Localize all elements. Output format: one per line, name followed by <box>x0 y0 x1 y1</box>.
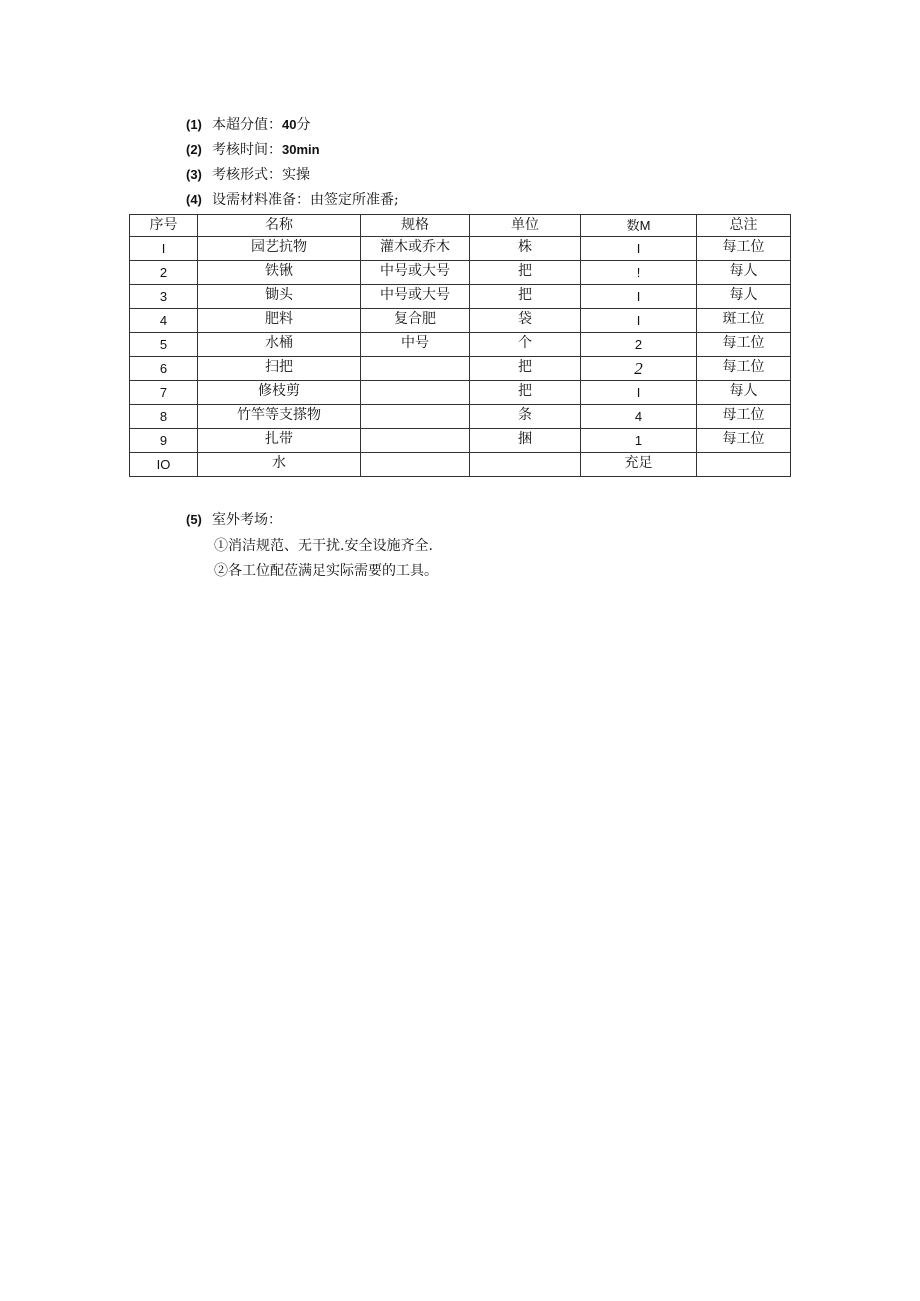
cell-spec: 中号或大号 <box>361 261 470 285</box>
table-row <box>130 333 791 357</box>
cell-name: 园艺抗物 <box>198 237 361 261</box>
cell-unit: 捆 <box>470 429 581 453</box>
cell-quantity: I <box>581 237 697 261</box>
cell-remark: 每工位 <box>697 357 791 381</box>
cell-name: 铁锹 <box>198 261 361 285</box>
item-number: (3) <box>186 167 202 182</box>
cell-index: 8 <box>130 405 198 429</box>
header-cell-quantity: 数M <box>581 215 697 237</box>
materials-table <box>129 214 791 477</box>
item-number: (2) <box>186 142 202 157</box>
table-row <box>130 405 791 429</box>
header-cell-spec: 规格 <box>361 215 470 237</box>
cell-quantity: I <box>581 381 697 405</box>
item-outdoor-venue <box>186 509 282 531</box>
cell-name: 水 <box>198 453 361 477</box>
table-row <box>130 357 791 381</box>
cell-unit: 株 <box>470 237 581 261</box>
table-row <box>130 285 791 309</box>
cell-remark: 每人 <box>697 285 791 309</box>
cell-unit: 把 <box>470 357 581 381</box>
table-row <box>130 381 791 405</box>
item-suffix: 实操 <box>282 167 310 183</box>
item-score <box>186 114 310 136</box>
header-cell-remark: 总注 <box>697 215 791 237</box>
cell-index: 5 <box>130 333 198 357</box>
item-label: 考核时间： <box>212 142 282 158</box>
cell-index: 4 <box>130 309 198 333</box>
item-value: 30min <box>282 142 320 157</box>
cell-quantity: 1 <box>581 429 697 453</box>
cell-quantity: 2 <box>581 333 697 357</box>
cell-unit: 条 <box>470 405 581 429</box>
cell-spec <box>361 381 470 405</box>
cell-unit: 把 <box>470 285 581 309</box>
item-suffix: 分 <box>296 117 311 133</box>
cell-spec <box>361 453 470 477</box>
cell-quantity: ! <box>581 261 697 285</box>
cell-remark: 每人 <box>697 261 791 285</box>
item-label: 考核形式： <box>212 167 282 183</box>
item-number: (4) <box>186 192 202 207</box>
cell-index: I <box>130 237 198 261</box>
cell-index: 2 <box>130 261 198 285</box>
table-row <box>130 429 791 453</box>
cell-name: 扫把 <box>198 357 361 381</box>
cell-remark <box>697 453 791 477</box>
cell-spec: 灌木或乔木 <box>361 237 470 261</box>
cell-quantity: I <box>581 309 697 333</box>
cell-spec <box>361 429 470 453</box>
cell-index: 6 <box>130 357 198 381</box>
cell-remark: 每人 <box>697 381 791 405</box>
table-row <box>130 309 791 333</box>
cell-unit: 个 <box>470 333 581 357</box>
table-row <box>130 237 791 261</box>
item-time <box>186 139 320 161</box>
cell-spec: 复合肥 <box>361 309 470 333</box>
cell-name: 肥料 <box>198 309 361 333</box>
cell-index: 3 <box>130 285 198 309</box>
cell-remark: 每工位 <box>697 429 791 453</box>
table-row <box>130 261 791 285</box>
item-form <box>186 164 310 186</box>
table-header-row <box>130 215 791 237</box>
cell-quantity: I <box>581 285 697 309</box>
item-value: 40 <box>282 117 297 132</box>
cell-remark: 母工位 <box>697 405 791 429</box>
cell-unit: 袋 <box>470 309 581 333</box>
item-label: 设需材料准备：由签定所准番; <box>212 192 399 208</box>
cell-quantity: 4 <box>581 405 697 429</box>
cell-index: 9 <box>130 429 198 453</box>
cell-spec: 中号 <box>361 333 470 357</box>
cell-unit <box>470 453 581 477</box>
cell-index: IO <box>130 453 198 477</box>
cell-spec <box>361 357 470 381</box>
cell-unit: 把 <box>470 381 581 405</box>
cell-remark: 每工位 <box>697 333 791 357</box>
cell-unit: 把 <box>470 261 581 285</box>
cell-name: 竹竿等支搽物 <box>198 405 361 429</box>
venue-requirement-2: ②各工位配莅满足实际需要的工具。 <box>214 563 438 579</box>
cell-spec <box>361 405 470 429</box>
header-cell-index: 序号 <box>130 215 198 237</box>
item-number: (1) <box>186 117 202 132</box>
cell-remark: 斑工位 <box>697 309 791 333</box>
cell-spec: 中号或大号 <box>361 285 470 309</box>
cell-remark: 每工位 <box>697 237 791 261</box>
item-number: (5) <box>186 512 202 527</box>
header-cell-name: 名称 <box>198 215 361 237</box>
cell-name: 锄头 <box>198 285 361 309</box>
cell-quantity: 充足 <box>581 453 697 477</box>
cell-index: 7 <box>130 381 198 405</box>
item-label: 本超分值： <box>212 117 282 133</box>
item-label: 室外考场： <box>212 512 282 528</box>
item-materials <box>186 189 399 211</box>
cell-name: 水桶 <box>198 333 361 357</box>
table-row <box>130 453 791 477</box>
venue-requirement-1: ①消洁规范、无干扰.安全设施齐全. <box>214 538 433 554</box>
cell-name: 修枝剪 <box>198 381 361 405</box>
header-cell-unit: 单位 <box>470 215 581 237</box>
cell-quantity: 2 <box>581 357 697 381</box>
cell-name: 扎带 <box>198 429 361 453</box>
